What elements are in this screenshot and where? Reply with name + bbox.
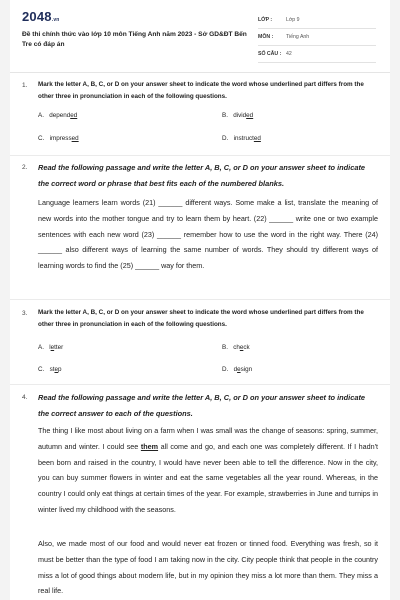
site-logo[interactable]: 2048.vn	[22, 9, 60, 24]
question-separator	[10, 155, 390, 156]
question-number: 4.	[22, 394, 28, 401]
option-d[interactable]: D. instructed	[222, 135, 261, 142]
exam-title: Đề thi chính thức vào lớp 10 môn Tiếng Anh năm 2023 - Sở GD&ĐT Bến Tre có đáp án	[22, 31, 247, 48]
exam-meta-table	[258, 12, 376, 63]
header-divider	[10, 72, 390, 73]
option-c[interactable]: C. step	[38, 366, 62, 373]
reading-passage-paragraph-2: Also, we made most of our food and would never eat frozen or tinned food. Everything was fresh, so it must be better than the type of food I am taking now in the city. City people think that people in the country miss a lot of good things about modern life, but in my opinion they miss a lot more than them. They miss a real life.	[38, 539, 378, 596]
question-instruction: Read the following passage and write the letter A, B, C, or D on your answer sheet to indicate the correct answer to each of the questions.	[38, 393, 366, 418]
question-instruction: Mark the letter A, B, C, or D on your answer sheet to indicate the word whose underlined part differs from the other three in pronunciation in each of the following questions.	[38, 309, 364, 328]
reading-passage-paragraph-1: The thing I like most about living on a farm when I was small was the change of seasons: spring, summer, autumn and winter. I could see them all come and go, and each one was completely different. If I hadn't been born and raised in the country, I would have never been able to tell the difference. Now in the city, you can buy summer flowers in winter and eat the same vegetables all the year round. Whereas, in the country I could only eat things at certain times of the year. For example, strawberries in June and turnips in winter lived my childhood with the seasons.	[38, 426, 378, 514]
referent-word: them	[140, 441, 159, 451]
option-c[interactable]: C. impressed	[38, 135, 79, 142]
question-separator	[10, 384, 390, 385]
question-instruction: Read the following passage and write the letter A, B, C, or D on your answer sheet to indicate the correct word or phrase that best fits each of the numbered blanks.	[38, 163, 366, 188]
option-b[interactable]: B. check	[222, 344, 250, 351]
meta-key: LỚP :	[258, 17, 273, 23]
meta-key: MÔN :	[258, 34, 274, 40]
question-number: 3.	[22, 310, 28, 317]
question-number: 2.	[22, 164, 28, 171]
reading-passage: Language learners learn words (21) ______ different ways. Some make a list, translate the meaning of new words into the mother tongue and try to learn them by heart. (22) ______ write one or two example sentences with each new word (23) ______ remember how to use the word in the right way. There (24) ______ also different ways of learning the same number of words. They should try different ways of learning words to find the (25) ______ way for them.	[38, 198, 378, 271]
document-page	[10, 0, 390, 600]
meta-value: Tiếng Anh	[286, 34, 310, 40]
question-instruction: Mark the letter A, B, C, or D on your answer sheet to indicate the word whose underlined part differs from the other three in pronunciation in each of the following questions.	[38, 81, 364, 100]
option-b[interactable]: B. divided	[222, 112, 254, 119]
meta-row-class	[258, 12, 376, 29]
option-d[interactable]: D. design	[222, 366, 253, 373]
option-a[interactable]: A. letter	[38, 344, 64, 351]
meta-key: SỐ CÂU :	[258, 51, 282, 57]
option-a[interactable]: A. depended	[38, 112, 78, 119]
meta-value: Lớp 9	[286, 17, 300, 23]
meta-value: 42	[286, 51, 292, 57]
page-header	[10, 0, 390, 68]
question-number: 1.	[22, 82, 28, 89]
meta-row-subject	[258, 29, 376, 46]
question-separator	[10, 299, 390, 300]
meta-row-question-count	[258, 46, 376, 63]
